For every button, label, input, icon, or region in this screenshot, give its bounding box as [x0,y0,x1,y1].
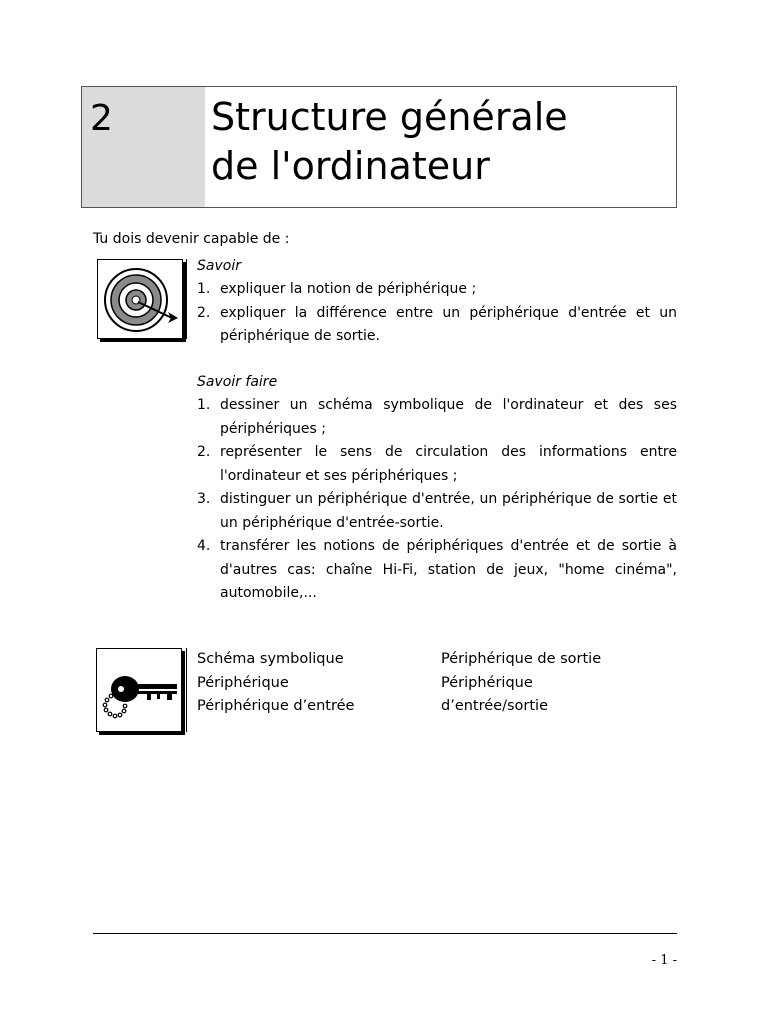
list-item: 1. expliquer la notion de périphérique ; [197,281,477,297]
chapter-title-line2: de l'ordinateur [211,144,490,189]
list-item: 1. dessiner un schéma symbolique de l'ordinateur et des ses périphériques ; [197,397,677,437]
vocabulary-col1 [197,648,354,719]
vocab-term: Périphérique [197,674,289,691]
vocab-term: Périphérique d’entrée [197,698,355,714]
chapter-title [205,87,676,207]
key-icon [96,648,182,732]
savoir-section [197,254,677,349]
chapter-header [81,86,677,208]
intro-text: Tu dois devenir capable de : [93,231,290,247]
vocabulary-col2 [441,648,601,719]
savoir-faire-section [197,370,677,606]
vocab-term: Périphérique de sortie [441,651,602,667]
vocab-term: Schéma symbolique [197,651,344,667]
chapter-number: 2 [82,87,205,207]
footer-divider [93,933,677,934]
chapter-title-line1: Structure générale [211,95,568,139]
list-item: 3. distinguer un périphérique d'entrée, un périphérique de sortie et un périphérique d'entrée-sortie. [197,491,677,531]
vocab-term: d’entrée/sortie [441,698,549,714]
savoir-faire-label: Savoir faire [197,374,278,390]
target-icon [97,259,183,339]
vocab-term: Périphérique [441,674,533,691]
page-number: - 1 - [651,953,677,968]
list-item: 4. transférer les notions de périphériques d'entrée et de sortie à d'autres cas: chaîne Hi-Fi, station de jeux, "home cinéma", automobile,... [197,538,677,601]
vocab-divider [186,648,187,732]
list-item: 2. représenter le sens de circulation des informations entre l'ordinateur et ses périphériques ; [197,444,677,484]
savoir-list [197,278,677,349]
savoir-divider [186,259,187,339]
list-item: 2. expliquer la différence entre un périphérique d'entrée et un périphérique de sortie. [197,304,677,344]
savoir-faire-list [197,394,677,606]
savoir-label: Savoir [197,258,241,274]
